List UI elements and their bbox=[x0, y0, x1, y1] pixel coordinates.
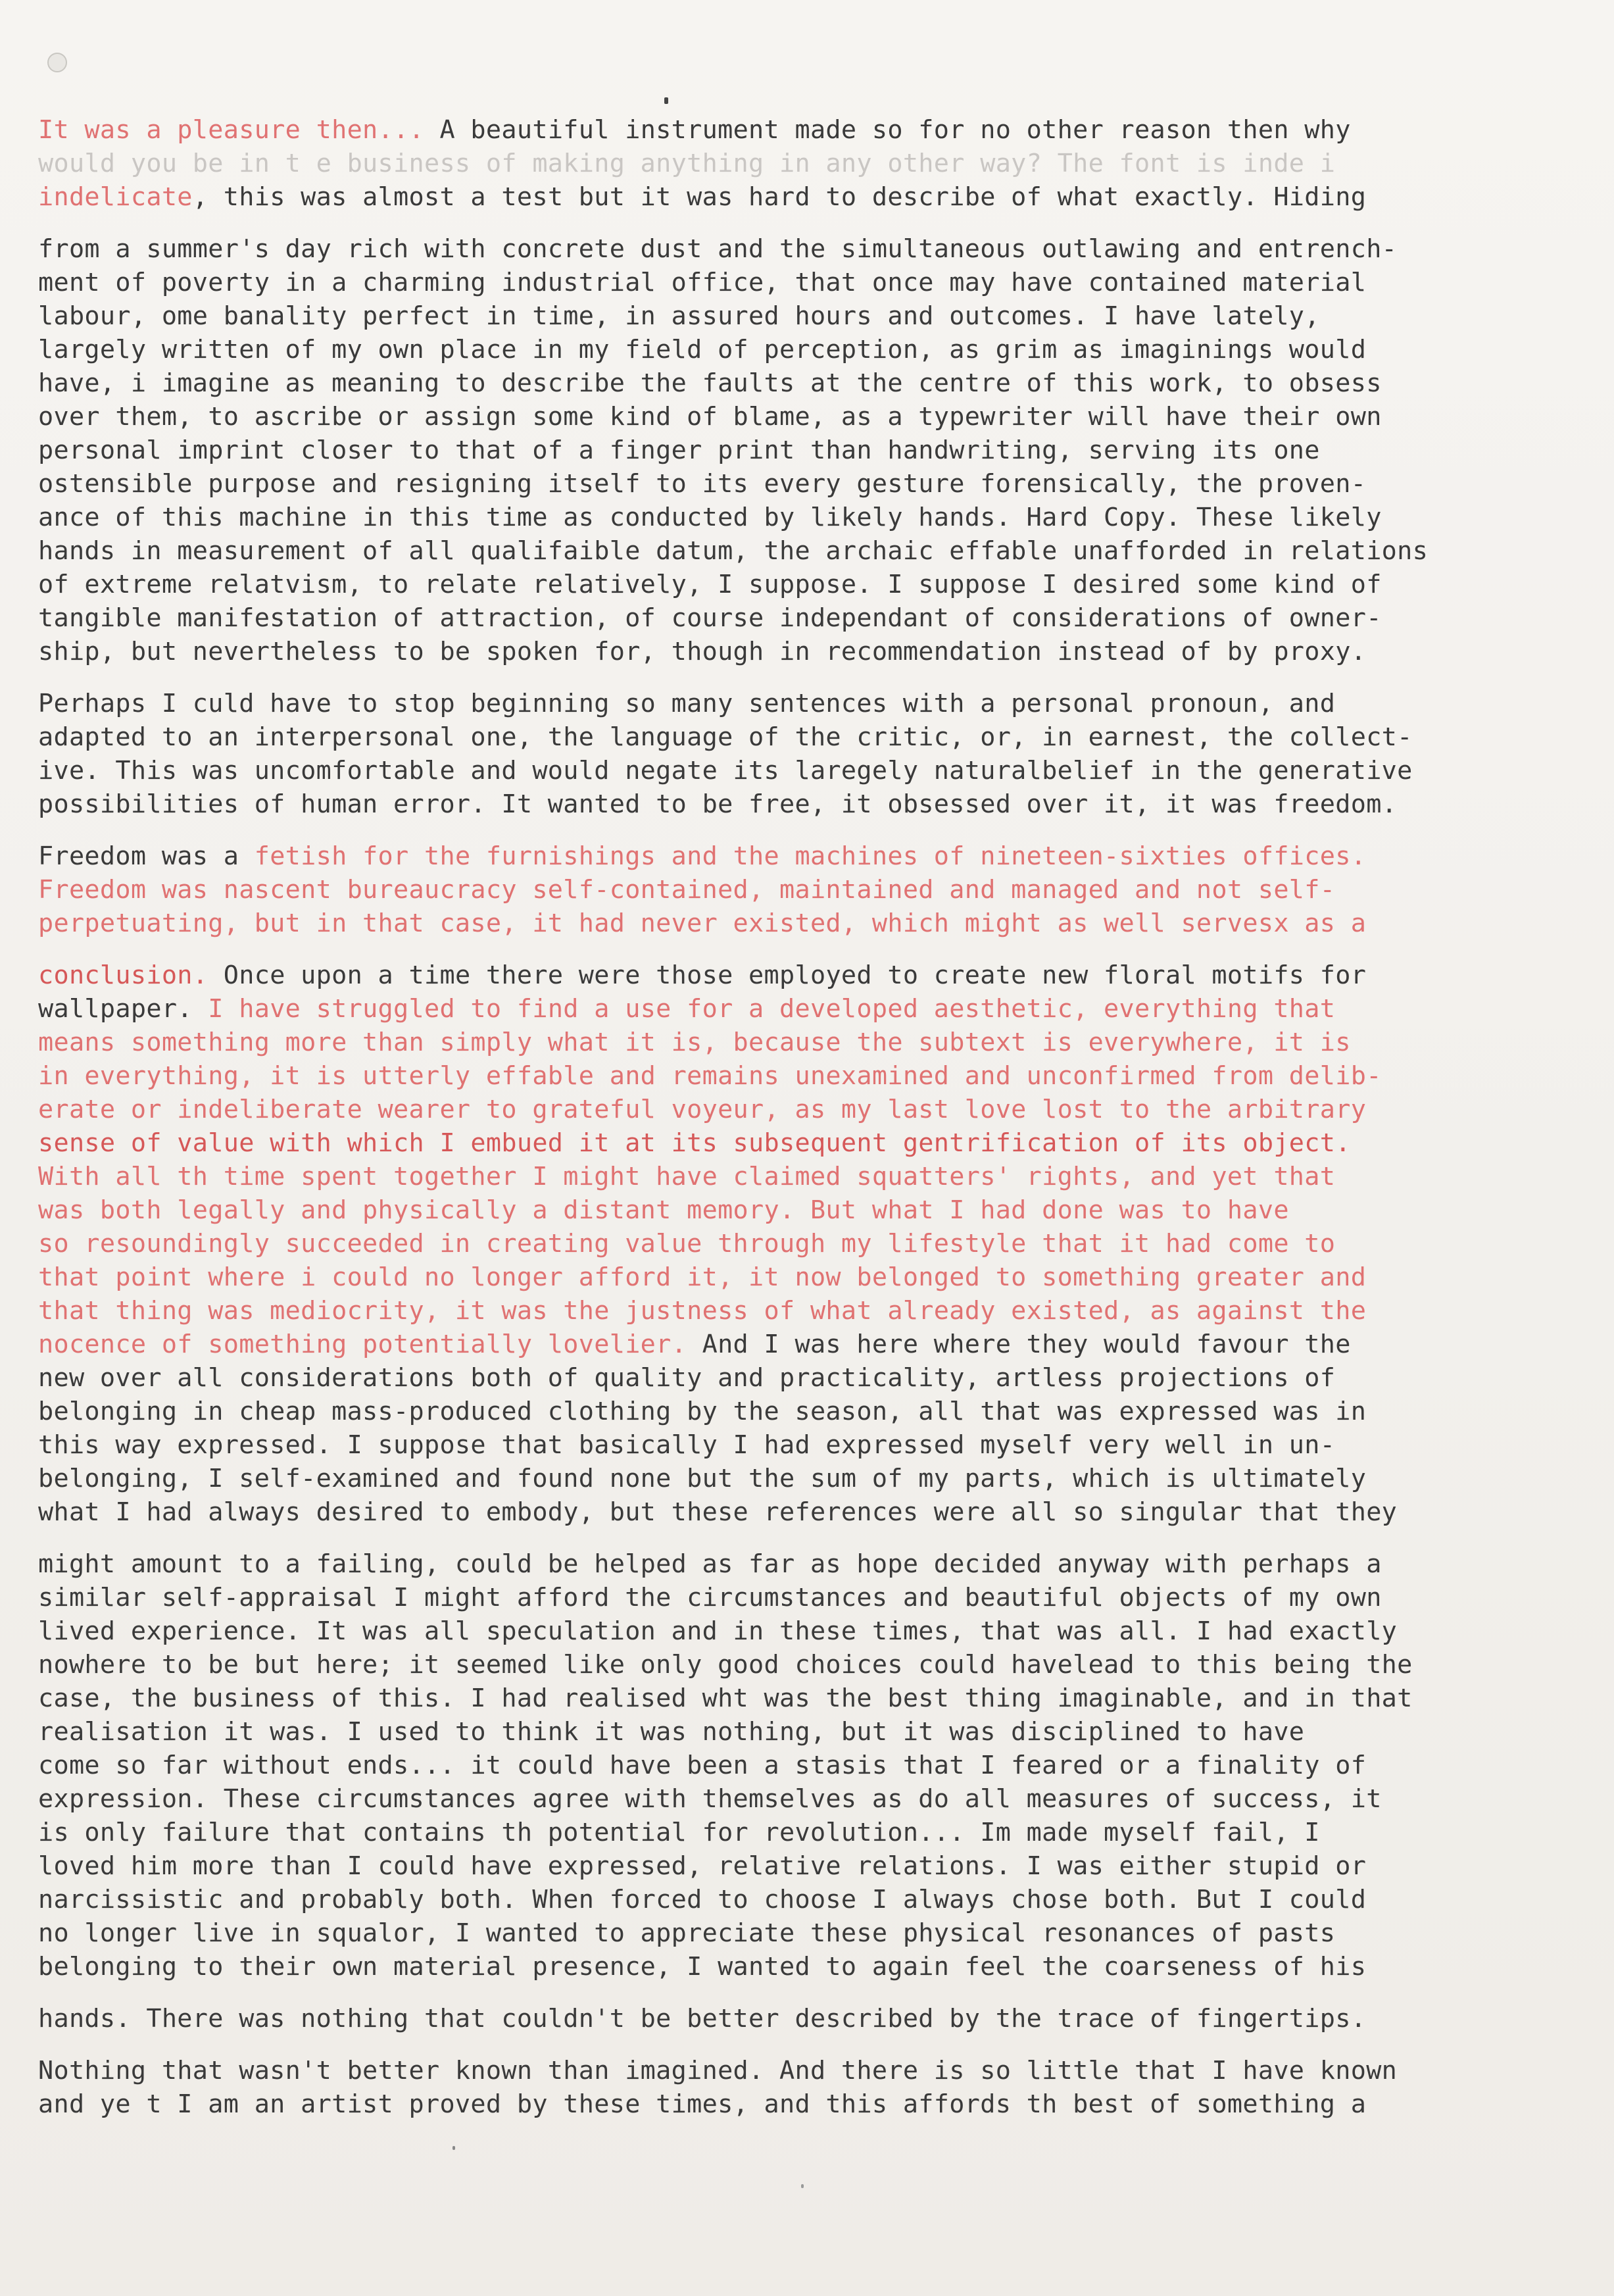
text-segment: Once upon a time there were those employed to create new floral motifs for bbox=[208, 961, 1367, 990]
text-segment-red: Freedom was nascent bureaucracy self-contained, maintained and managed and not self- bbox=[38, 875, 1336, 905]
text-segment-red: It was a pleasure then... bbox=[38, 115, 424, 145]
text-line bbox=[38, 1328, 1590, 1361]
text-segment: from a summer's day rich with concrete dust and the simultaneous outlawing and entrench- bbox=[38, 234, 1398, 264]
text-line bbox=[38, 299, 1590, 333]
text-segment: ostensible purpose and resigning itself to its every gesture forensically, the proven- bbox=[38, 469, 1367, 499]
text-segment-red: means something more than simply what it is, because the subtext is everywhere, it is bbox=[38, 1028, 1351, 1057]
text-segment: new over all considerations both of quality and practicality, artless projections of bbox=[38, 1363, 1336, 1393]
text-line bbox=[38, 1581, 1590, 1614]
text-segment-red: erate or indeliberate wearer to grateful voyeur, as my last love lost to the arbitrary bbox=[38, 1095, 1367, 1124]
paragraph bbox=[38, 2002, 1590, 2035]
text-line bbox=[38, 1462, 1590, 1495]
text-segment-red: so resoundingly succeeded in creating value through my lifestyle that it had come to bbox=[38, 1229, 1336, 1259]
text-line bbox=[38, 687, 1590, 720]
text-segment: nowhere to be but here; it seemed like only good choices could havelead to this being the bbox=[38, 1650, 1413, 1680]
text-line bbox=[38, 366, 1590, 400]
text-segment: expression. These circumstances agree with themselves as do all measures of success, it bbox=[38, 1784, 1382, 1814]
text-segment-red: that point where i could no longer afford it, it now belonged to something greater and bbox=[38, 1262, 1367, 1292]
text-segment: Perhaps I culd have to stop beginning so many sentences with a personal pronoun, and bbox=[38, 689, 1336, 718]
text-segment: realisation it was. I used to think it was nothing, but it was disciplined to have bbox=[38, 1717, 1305, 1747]
text-line bbox=[38, 266, 1590, 299]
text-line bbox=[38, 1294, 1590, 1328]
text-segment: come so far without ends... it could have been a stasis that I feared or a finality of bbox=[38, 1751, 1367, 1780]
text-segment: hands in measurement of all qualifaible datum, the archaic effable unafforded in relations bbox=[38, 536, 1429, 566]
text-line bbox=[38, 1749, 1590, 1782]
text-segment-red: fetish for the furnishings and the machines of nineteen-sixties offices. bbox=[254, 841, 1367, 871]
text-segment: hands. There was nothing that couldn't be better described by the trace of fingertips. bbox=[38, 2004, 1367, 2034]
text-segment: what I had always desired to embody, but these references were all so singular that they bbox=[38, 1497, 1398, 1527]
text-segment-red: conclusion. bbox=[38, 961, 208, 990]
typed-text-body bbox=[38, 113, 1590, 2139]
text-segment: ance of this machine in this time as conducted by likely hands. Hard Copy. These likely bbox=[38, 503, 1382, 532]
paragraph bbox=[38, 839, 1590, 940]
text-segment-red: With all th time spent together I might have claimed squatters' rights, and yet that bbox=[38, 1162, 1336, 1191]
text-segment: belonging in cheap mass-produced clothing by the season, all that was expressed was in bbox=[38, 1397, 1367, 1426]
text-segment: belonging, I self-examined and found none but the sum of my parts, which is ultimately bbox=[38, 1464, 1367, 1493]
text-line bbox=[38, 1093, 1590, 1126]
text-line bbox=[38, 959, 1590, 992]
ink-speck bbox=[452, 2146, 455, 2150]
paragraph bbox=[38, 113, 1590, 214]
text-segment: case, the business of this. I had realised wht was the best thing imaginable, and in that bbox=[38, 1684, 1413, 1713]
text-segment: no longer live in squalor, I wanted to appreciate these physical resonances of pasts bbox=[38, 1918, 1336, 1948]
text-line bbox=[38, 1614, 1590, 1648]
paragraph bbox=[38, 2054, 1590, 2121]
text-line bbox=[38, 1782, 1590, 1816]
text-line bbox=[38, 1227, 1590, 1260]
text-line bbox=[38, 568, 1590, 601]
text-line bbox=[38, 907, 1590, 940]
text-segment: possibilities of human error. It wanted to be free, it obsessed over it, it was freedom. bbox=[38, 789, 1398, 819]
text-line bbox=[38, 534, 1590, 568]
text-segment-red: was both legally and physically a distant memory. But what I had done was to have bbox=[38, 1195, 1289, 1225]
text-segment: Nothing that wasn't better known than imagined. And there is so little that I have known bbox=[38, 2056, 1398, 2085]
paper-hole-mark bbox=[47, 53, 67, 72]
text-line bbox=[38, 1059, 1590, 1093]
text-line bbox=[38, 839, 1590, 873]
text-line bbox=[38, 1361, 1590, 1395]
text-segment: is only failure that contains th potential for revolution... Im made myself fail, I bbox=[38, 1818, 1320, 1847]
text-line bbox=[38, 1026, 1590, 1059]
paragraph bbox=[38, 959, 1590, 1529]
text-segment: similar self-appraisal I might afford the circumstances and beautiful objects of my own bbox=[38, 1583, 1382, 1612]
text-segment: And I was here where they would favour the bbox=[687, 1330, 1351, 1359]
ink-speck bbox=[801, 2184, 804, 2188]
text-segment: largely written of my own place in my field of perception, as grim as imaginings would bbox=[38, 335, 1367, 364]
text-segment: adapted to an interpersonal one, the language of the critic, or, in earnest, the collect- bbox=[38, 722, 1413, 752]
text-line bbox=[38, 1193, 1590, 1227]
text-segment-faint: would you be in t e business of making anything in any other way? The font is inde i bbox=[38, 149, 1336, 178]
text-segment: lived experience. It was all speculation and in these times, that was all. I had exactly bbox=[38, 1616, 1398, 1646]
text-segment: ive. This was uncomfortable and would negate its laregely naturalbelief in the generative bbox=[38, 756, 1413, 786]
text-segment-red: I have struggled to find a use for a developed aesthetic, everything that bbox=[208, 994, 1336, 1024]
text-line bbox=[38, 1547, 1590, 1581]
text-segment: ship, but nevertheless to be spoken for, though in recommendation instead of by proxy. bbox=[38, 637, 1367, 666]
text-line bbox=[38, 992, 1590, 1026]
text-segment-red: perpetuating, but in that case, it had never existed, which might as well servesx as a bbox=[38, 909, 1367, 938]
text-segment: ment of poverty in a charming industrial office, that once may have contained material bbox=[38, 268, 1367, 297]
text-line bbox=[38, 147, 1590, 180]
text-line bbox=[38, 754, 1590, 787]
text-line bbox=[38, 1160, 1590, 1193]
ink-speck bbox=[664, 97, 668, 104]
text-line bbox=[38, 1916, 1590, 1950]
text-segment: belonging to their own material presence, I wanted to again feel the coarseness of his bbox=[38, 1952, 1367, 1982]
text-line bbox=[38, 232, 1590, 266]
text-segment: have, i imagine as meaning to describe the faults at the centre of this work, to obsess bbox=[38, 368, 1382, 398]
text-segment: over them, to ascribe or assign some kind of blame, as a typewriter will have their own bbox=[38, 402, 1382, 432]
text-line bbox=[38, 873, 1590, 907]
paragraph bbox=[38, 232, 1590, 668]
text-line bbox=[38, 1682, 1590, 1715]
text-line bbox=[38, 1883, 1590, 1916]
text-line bbox=[38, 2087, 1590, 2121]
text-line bbox=[38, 1849, 1590, 1883]
text-line bbox=[38, 400, 1590, 434]
text-segment: wallpaper. bbox=[38, 994, 208, 1024]
text-line bbox=[38, 467, 1590, 501]
paragraph bbox=[38, 1547, 1590, 1984]
text-line bbox=[38, 635, 1590, 668]
text-segment-red: indelicate bbox=[38, 182, 193, 212]
text-line bbox=[38, 1126, 1590, 1160]
text-segment: might amount to a failing, could be helped as far as hope decided anyway with perhaps a bbox=[38, 1549, 1382, 1579]
text-line bbox=[38, 601, 1590, 635]
text-line bbox=[38, 2054, 1590, 2087]
text-segment: labour, ome banality perfect in time, in assured hours and outcomes. I have lately, bbox=[38, 301, 1320, 331]
text-line bbox=[38, 1715, 1590, 1749]
text-line bbox=[38, 333, 1590, 366]
text-segment: A beautiful instrument made so for no other reason then why bbox=[424, 115, 1351, 145]
paragraph bbox=[38, 687, 1590, 821]
text-line bbox=[38, 1950, 1590, 1984]
text-segment: , this was almost a test but it was hard to describe of what exactly. Hiding bbox=[192, 182, 1367, 212]
text-segment: Freedom was a bbox=[38, 841, 255, 871]
text-segment: tangible manifestation of attraction, of course independant of considerations of owner- bbox=[38, 603, 1382, 633]
text-line bbox=[38, 1395, 1590, 1428]
text-segment: loved him more than I could have expressed, relative relations. I was either stupid or bbox=[38, 1851, 1367, 1881]
text-segment: narcissistic and probably both. When forced to choose I always chose both. But I could bbox=[38, 1885, 1367, 1914]
text-segment-red: that thing was mediocrity, it was the justness of what already existed, as against the bbox=[38, 1296, 1367, 1326]
text-line bbox=[38, 2002, 1590, 2035]
text-line bbox=[38, 1428, 1590, 1462]
text-line bbox=[38, 434, 1590, 467]
text-line bbox=[38, 1816, 1590, 1849]
text-segment-red: sense of value with which I embued it at its subsequent gentrification of its object. bbox=[38, 1128, 1351, 1158]
text-segment: and ye t I am an artist proved by these times, and this affords th best of something a bbox=[38, 2089, 1367, 2119]
text-line bbox=[38, 1260, 1590, 1294]
text-segment: personal imprint closer to that of a finger print than handwriting, serving its one bbox=[38, 436, 1320, 465]
text-line bbox=[38, 1495, 1590, 1529]
text-line bbox=[38, 720, 1590, 754]
text-segment: this way expressed. I suppose that basically I had expressed myself very well in un- bbox=[38, 1430, 1336, 1460]
text-line bbox=[38, 113, 1590, 147]
text-line bbox=[38, 787, 1590, 821]
text-segment-red: in everything, it is utterly effable and remains unexamined and unconfirmed from delib- bbox=[38, 1061, 1382, 1091]
text-segment: of extreme relatvism, to relate relatively, I suppose. I suppose I desired some kind of bbox=[38, 570, 1382, 599]
text-line bbox=[38, 501, 1590, 534]
text-segment-red: nocence of something potentially lovelier. bbox=[38, 1330, 687, 1359]
text-line bbox=[38, 180, 1590, 214]
text-line bbox=[38, 1648, 1590, 1682]
